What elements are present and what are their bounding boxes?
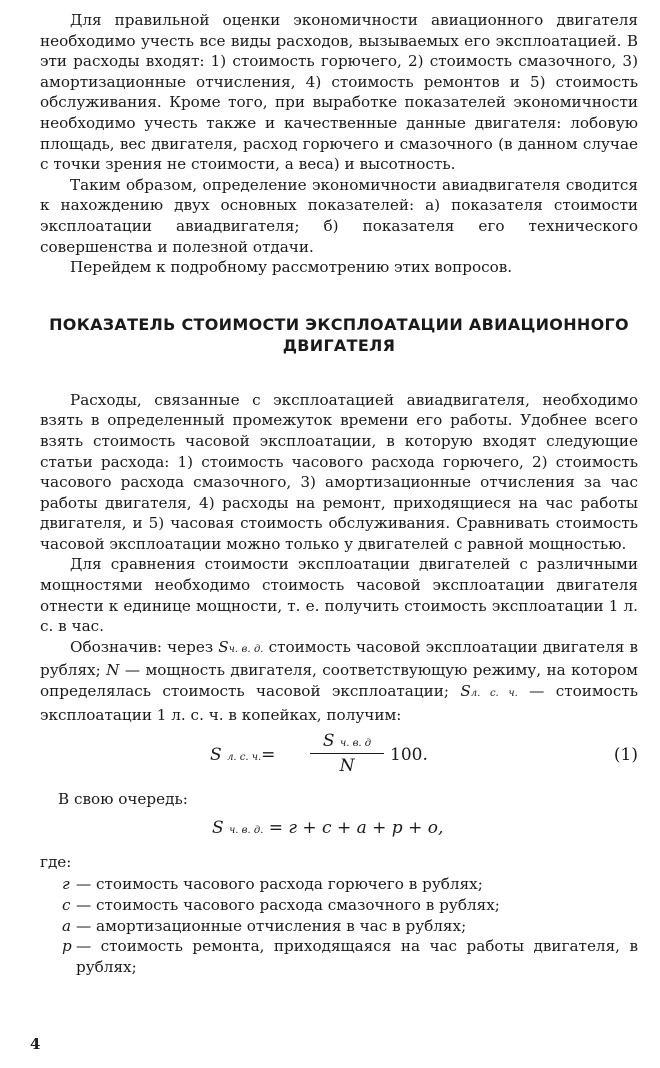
section-heading: ПОКАЗАТЕЛЬ СТОИМОСТИ ЭКСПЛОАТАЦИИ АВИАЦИОННОГО ДВИГАТЕЛЯ xyxy=(49,314,629,355)
formula-1-number: (1) xyxy=(613,745,638,766)
formula-2: S ч. в. д. = г + с + а + р + о, xyxy=(212,817,444,838)
formula-1-fraction: S ч. в. д N xyxy=(310,731,384,776)
turn-label: В свою очередь: xyxy=(58,790,188,809)
paragraph-notation: Обозначив: через Sч. в. д. стоимость часовой эксплоатации двигателя в рублях; N — мощность двигателя, соответствующую режиму, на котором определялась стоимость часовой эксплоатации; Sл. с. ч. — стоимость эксплоатации 1 л. с. ч. в копейках, получим: xyxy=(40,637,638,724)
paragraph-transition: Перейдем к подробному рассмотрению этих вопросов. xyxy=(70,258,513,277)
paragraph-expenses: Расходы, связанные с эксплоатацией авиадвигателя, необходимо взять в определенный промежуток времени его работы. Удобнее всего взять стоимость часовой эксплоатации, в которую входят следующие статьи расхода: 1) стоимость часового расхода горючего, 2) стоимость часового расхода смазочного, 3) амортизационные отчисления за час работы двигателя, 4) расходы на ремонт, приходящиеся на час работы двигателя, и 5) часовая стоимость обслуживания. Сравнивать стоимость часовой эксплоатации можно только у двигателей с равной мощностью. xyxy=(40,390,638,553)
formula-1 xyxy=(40,731,638,785)
page-number: 4 xyxy=(30,1035,41,1053)
definition-item: г — стоимость часового расхода горючего в рублях; xyxy=(62,875,483,894)
where-label: где: xyxy=(40,852,72,871)
definitions-list xyxy=(62,874,638,977)
paragraph-comparison: Для сравнения стоимости эксплоатации двигателей с различными мощностями необходимо стоимость часовой эксплоатации двигателя отнести к единице мощности, т. е. получить стоимость эксплоатации 1 л. с. в час. xyxy=(40,555,638,636)
definition-item: с — стоимость часового расхода смазочного в рублях; xyxy=(62,896,500,914)
formula-1-multiplier: 100. xyxy=(390,745,428,766)
definition-item: а — амортизационные отчисления в час в рублях; xyxy=(62,916,467,935)
paragraph-intro: Для правильной оценки экономичности авиационного двигателя необходимо учесть все виды расходов, вызываемых его эксплоатацией. В эти расходы входят: 1) стоимость горючего, 2) стоимость смазочного, 3) амортизационные отчисления, 4) стоимость ремонтов и 5) стоимость обслуживания. Кроме того, при выработке показателей экономичности необходимо учесть также и качественные данные двигателя: лобовую площадь, вес двигателя, расход горючего и смазочного (в данном случае с точки зрения не стоимости, а веса) и высотность. xyxy=(40,11,638,174)
page-content xyxy=(40,10,638,977)
formula-1-lhs: S л. с. ч.= xyxy=(210,745,276,766)
paragraph-summary: Таким образом, определение экономичности авиадвигателя сводится к нахождению двух основных показателей: а) показателя стоимости эксплоатации авиадвигателя; б) показателя его технического совершенства и полезной отдачи. xyxy=(40,175,638,256)
definition-item: р — стоимость ремонта, приходящаяся на час работы двигателя, в рублях; xyxy=(62,937,638,976)
